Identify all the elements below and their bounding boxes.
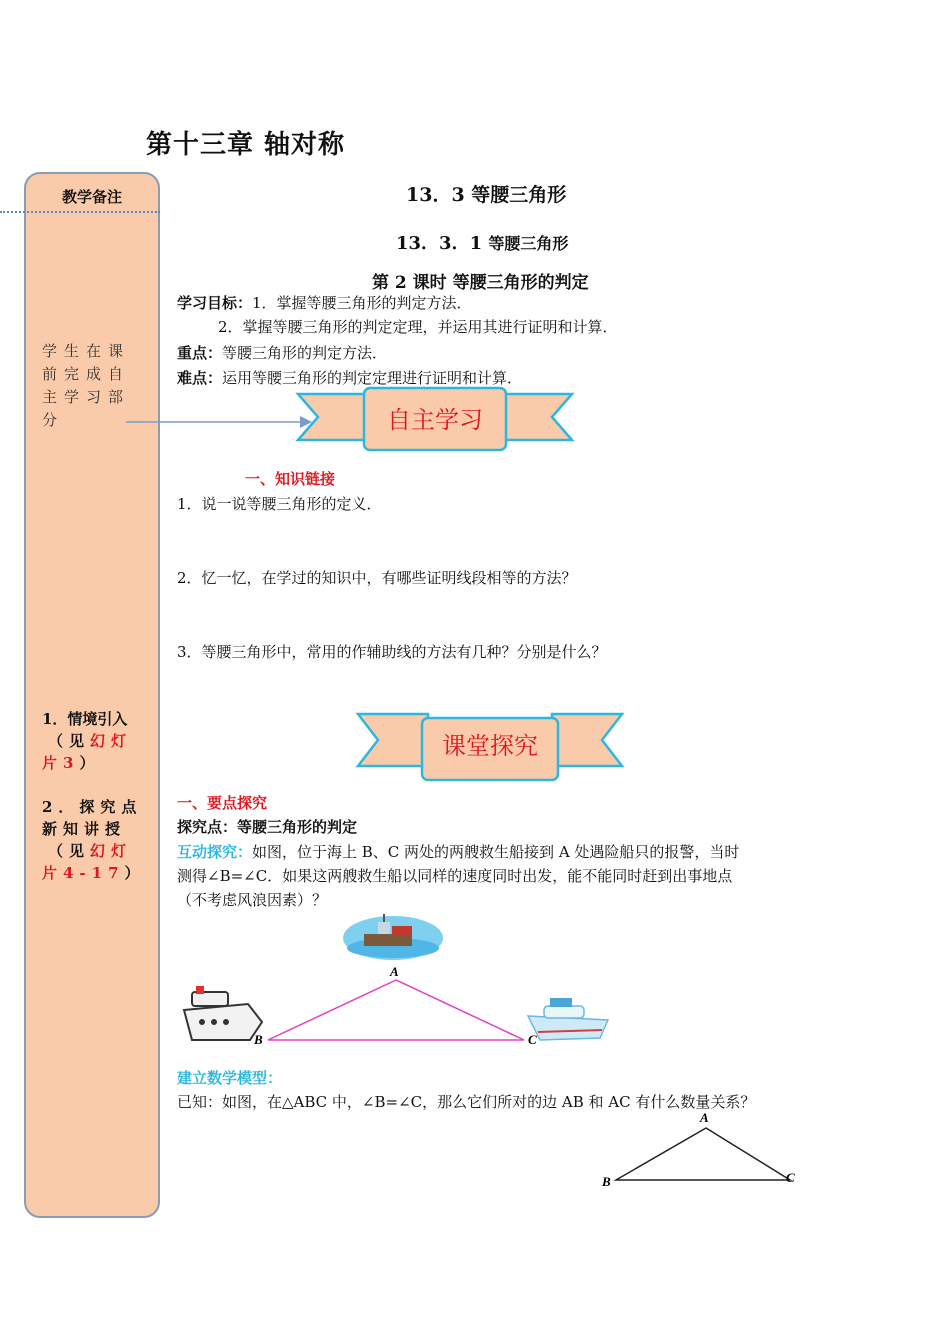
explore-para-1 bbox=[177, 840, 739, 864]
banner-self-study-label: 自主学习 bbox=[387, 406, 483, 434]
banner-class-explore-label: 课堂探究 bbox=[442, 732, 538, 760]
sidebar-item-1-paren: （见 bbox=[48, 732, 91, 750]
pointer-arrow bbox=[124, 412, 314, 432]
model-label: 建立数学模型： bbox=[177, 1069, 283, 1087]
key-text: 等腰三角形的判定方法． bbox=[222, 344, 388, 362]
question-1: 1．说一说等腰三角形的定义． bbox=[177, 495, 382, 513]
explore-para-3: （不考虑风浪因素）？ bbox=[177, 891, 328, 909]
sidebar-item-2-paren-close: ） bbox=[124, 864, 146, 882]
sidebar-title: 教学备注 bbox=[61, 188, 122, 206]
left-rescue-ship-icon bbox=[184, 986, 262, 1040]
given-text: 已知：如图，在△ABC 中，∠B=∠C，那么它们所对的边 AB 和 AC 有什么数量关系？ bbox=[177, 1093, 756, 1111]
figure1-label-a: A bbox=[390, 964, 399, 979]
subsection-heading bbox=[396, 229, 568, 255]
goal-line-1 bbox=[177, 291, 472, 315]
sidebar-item-1-ref: 幻灯片3 bbox=[42, 732, 133, 772]
subsection-title: 等腰三角形 bbox=[488, 234, 569, 253]
sidebar-item-1-label: 1．情境引入 bbox=[42, 710, 128, 728]
figure2-label-b: B bbox=[602, 1174, 611, 1189]
sidebar-item-2-ref: 幻灯片4-17 bbox=[42, 842, 133, 882]
interactive-label: 互动探究： bbox=[177, 843, 253, 861]
teaching-notes-sidebar bbox=[24, 172, 160, 1218]
explore-heading: 一、要点探究 bbox=[177, 794, 268, 812]
figure1-label-c: C bbox=[528, 1032, 537, 1047]
figure1-label-b: B bbox=[254, 1032, 263, 1047]
difficulty-label: 难点： bbox=[177, 369, 223, 387]
model-heading bbox=[177, 1066, 282, 1090]
goal-1: 1．掌握等腰三角形的判定方法． bbox=[252, 294, 472, 312]
section-heading: 13．3 等腰三角形 bbox=[406, 184, 567, 206]
sidebar-item-2 bbox=[42, 796, 146, 884]
sidebar-item-1-paren-close: ） bbox=[79, 754, 101, 772]
goal-2: 2．掌握等腰三角形的判定定理，并运用其进行证明和计算． bbox=[218, 318, 618, 336]
figure2-label-a: A bbox=[700, 1110, 709, 1125]
lesson-heading: 第 2 课时 等腰三角形的判定 bbox=[372, 273, 589, 293]
goals-label: 学习目标： bbox=[177, 294, 253, 312]
sidebar-item-2-paren: （见 bbox=[48, 842, 91, 860]
sidebar-item-2-label: 2．探究点新知讲授 bbox=[42, 798, 143, 838]
banner-class-explore bbox=[352, 708, 628, 784]
figure2-label-c: C bbox=[786, 1170, 795, 1185]
explore-point: 探究点：等腰三角形的判定 bbox=[177, 818, 358, 836]
triangle-abc bbox=[616, 1128, 790, 1180]
key-point-line bbox=[177, 341, 387, 365]
knowledge-heading: 一、知识链接 bbox=[245, 470, 336, 488]
key-label: 重点： bbox=[177, 344, 223, 362]
question-3: 3．等腰三角形中，常用的作辅助线的方法有几种？分别是什么？ bbox=[177, 643, 607, 661]
right-rescue-ship-icon bbox=[528, 998, 608, 1040]
subsection-number: 13．3．1 bbox=[396, 233, 483, 254]
distressed-ship-icon bbox=[343, 914, 443, 960]
difficulty-text: 运用等腰三角形的判定定理进行证明和计算． bbox=[222, 369, 523, 387]
explore-para-2: 测得∠B=∠C．如果这两艘救生船以同样的速度同时出发，能不能同时赶到出事地点 bbox=[177, 867, 733, 885]
explore-text-1: 如图，位于海上 B、C 两处的两艘救生船接到 A 处遇险船只的报警，当时 bbox=[252, 843, 740, 861]
sidebar-note: 学生在课前完成自主学习部分 bbox=[42, 342, 131, 429]
triangle-abc-figure bbox=[598, 1108, 808, 1192]
chapter-title: 第十三章 轴对称 bbox=[146, 130, 346, 160]
sidebar-item-1 bbox=[42, 708, 146, 774]
rescue-triangle bbox=[268, 980, 524, 1040]
sidebar-divider bbox=[0, 211, 160, 213]
rescue-ships-figure bbox=[178, 912, 618, 1062]
question-2: 2．忆一忆，在学过的知识中，有哪些证明线段相等的方法？ bbox=[177, 569, 577, 587]
banner-self-study bbox=[290, 384, 580, 456]
